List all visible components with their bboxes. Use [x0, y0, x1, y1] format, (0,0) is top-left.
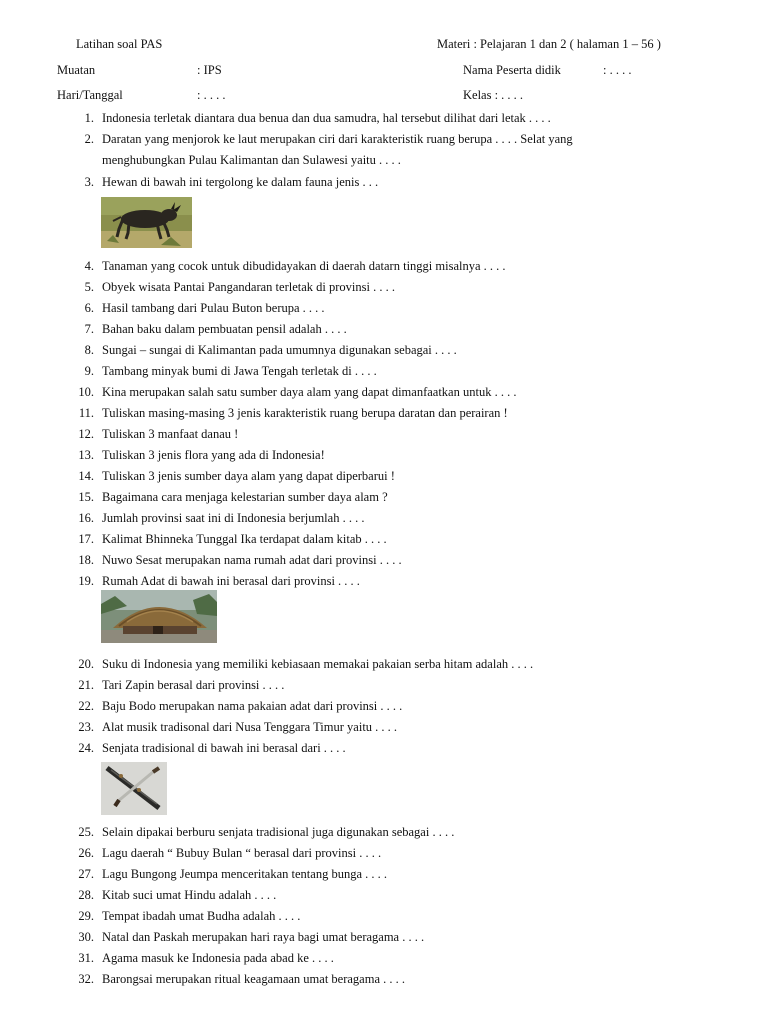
question-number: 23. — [78, 720, 94, 734]
worksheet-title: Latihan soal PAS — [76, 37, 163, 51]
question-text: Tempat ibadah umat Budha adalah . . . . — [102, 909, 301, 923]
question-number: 25. — [78, 825, 94, 839]
hari-tanggal-label: Hari/Tanggal — [57, 88, 123, 102]
question-text: Kitab suci umat Hindu adalah . . . . — [102, 888, 277, 902]
question-number: 26. — [78, 846, 94, 860]
question-number: 21. — [78, 678, 94, 692]
question-text: Tuliskan 3 manfaat danau ! — [102, 427, 239, 441]
question-number: 29. — [78, 909, 94, 923]
traditional-weapon-photo — [101, 762, 167, 815]
question-text: Lagu daerah “ Bubuy Bulan “ berasal dari provinsi . . . . — [102, 846, 382, 860]
question-text: Agama masuk ke Indonesia pada abad ke . . . . — [102, 951, 334, 965]
question-text: Kalimat Bhinneka Tunggal Ika terdapat dalam kitab . . . . — [102, 532, 387, 546]
question-text: Obyek wisata Pantai Pangandaran terletak di provinsi . . . . — [102, 280, 395, 294]
question-number: 8. — [84, 343, 94, 357]
question-number: 12. — [78, 427, 94, 441]
question-number: 4. — [84, 259, 94, 273]
question-text: Hasil tambang dari Pulau Buton berupa . . . . — [102, 301, 325, 315]
kelas-label: Kelas : . . . . — [463, 88, 524, 102]
question-text: Tari Zapin berasal dari provinsi . . . . — [102, 678, 285, 692]
question-text: Bahan baku dalam pembuatan pensil adalah . . . . — [102, 322, 347, 336]
question-number: 3. — [84, 175, 94, 189]
question-number: 7. — [84, 322, 94, 336]
question-text: Tambang minyak bumi di Jawa Tengah terletak di . . . . — [102, 364, 377, 378]
question-text: Jumlah provinsi saat ini di Indonesia berjumlah . . . . — [102, 511, 365, 525]
question-text: Tanaman yang cocok untuk dibudidayakan di daerah datarn tinggi misalnya . . . . — [102, 259, 506, 273]
traditional-house-photo — [101, 590, 217, 643]
question-number: 15. — [78, 490, 94, 504]
question-text: Hewan di bawah ini tergolong ke dalam fauna jenis . . . — [102, 175, 379, 189]
question-text: Selain dipakai berburu senjata tradisional juga digunakan sebagai . . . . — [102, 825, 455, 839]
question-number: 27. — [78, 867, 94, 881]
question-text: Indonesia terletak diantara dua benua dan dua samudra, hal tersebut dilihat dari letak . . . . — [102, 111, 551, 125]
materi-info: Materi : Pelajaran 1 dan 2 ( halaman 1 – 56 ) — [437, 37, 661, 51]
question-text-continuation: menghubungkan Pulau Kalimantan dan Sulawesi yaitu . . . . — [102, 153, 401, 167]
question-number: 22. — [78, 699, 94, 713]
question-number: 6. — [84, 301, 94, 315]
muatan-label: Muatan — [57, 63, 96, 77]
buffalo-photo — [101, 197, 192, 248]
question-number: 10. — [78, 385, 94, 399]
question-text: Daratan yang menjorok ke laut merupakan ciri dari karakteristik ruang berupa . . . . Selat yang — [102, 132, 573, 146]
question-text: Tuliskan 3 jenis sumber daya alam yang dapat diperbarui ! — [102, 469, 395, 483]
question-number: 24. — [78, 741, 94, 755]
question-number: 9. — [84, 364, 94, 378]
nama-peserta-value: : . . . . — [603, 63, 632, 77]
question-number: 28. — [78, 888, 94, 902]
question-number: 17. — [78, 532, 94, 546]
question-number: 20. — [78, 657, 94, 671]
question-number: 31. — [78, 951, 94, 965]
question-text: Natal dan Paskah merupakan hari raya bagi umat beragama . . . . — [102, 930, 425, 944]
question-text: Suku di Indonesia yang memiliki kebiasaan memakai pakaian serba hitam adalah . . . . — [102, 657, 534, 671]
question-number: 32. — [78, 972, 94, 986]
question-text: Tuliskan 3 jenis flora yang ada di Indonesia! — [102, 448, 325, 462]
question-text: Barongsai merupakan ritual keagamaan umat beragama . . . . — [102, 972, 406, 986]
nama-peserta-label: Nama Peserta didik — [463, 63, 561, 77]
question-text: Alat musik tradisonal dari Nusa Tenggara Timur yaitu . . . . — [102, 720, 398, 734]
question-number: 14. — [78, 469, 94, 483]
hari-tanggal-value: : . . . . — [197, 88, 226, 102]
question-text: Baju Bodo merupakan nama pakaian adat dari provinsi . . . . — [102, 699, 403, 713]
question-text: Nuwo Sesat merupakan nama rumah adat dari provinsi . . . . — [102, 553, 402, 567]
question-number: 5. — [84, 280, 94, 294]
question-number: 2. — [84, 132, 94, 146]
question-number: 1. — [84, 111, 94, 125]
question-text: Rumah Adat di bawah ini berasal dari provinsi . . . . — [102, 574, 360, 588]
question-text: Lagu Bungong Jeumpa menceritakan tentang bunga . . . . — [102, 867, 387, 881]
question-number: 19. — [78, 574, 94, 588]
question-number: 30. — [78, 930, 94, 944]
muatan-value: : IPS — [197, 63, 222, 77]
question-text: Tuliskan masing-masing 3 jenis karakteristik ruang berupa daratan dan perairan ! — [102, 406, 508, 420]
question-text: Senjata tradisional di bawah ini berasal dari . . . . — [102, 741, 346, 755]
question-number: 11. — [78, 406, 94, 420]
question-number: 13. — [78, 448, 94, 462]
question-number: 18. — [78, 553, 94, 567]
question-text: Bagaimana cara menjaga kelestarian sumber daya alam ? — [102, 490, 388, 504]
question-text: Kina merupakan salah satu sumber daya alam yang dapat dimanfaatkan untuk . . . . — [102, 385, 517, 399]
question-text: Sungai – sungai di Kalimantan pada umumnya digunakan sebagai . . . . — [102, 343, 457, 357]
question-number: 16. — [78, 511, 94, 525]
